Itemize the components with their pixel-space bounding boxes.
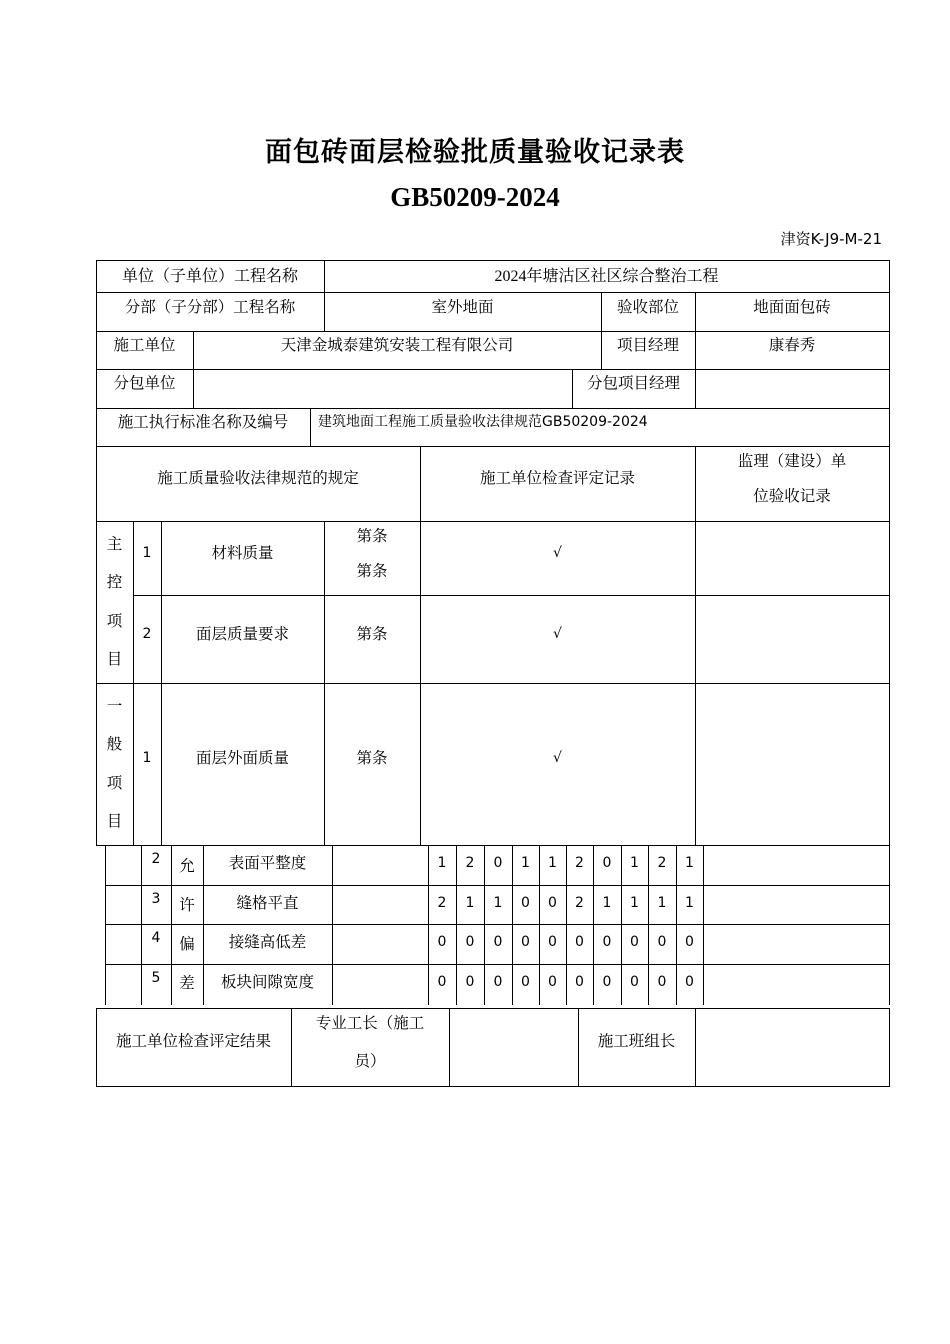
main-control-char: 控 [106,573,123,592]
form-code: 津资K-J9-M-21 [780,230,882,248]
deviation-char: 偏 [179,935,195,954]
general-char: 一 [106,696,123,715]
deviation-measurement: 1 [685,894,694,911]
main-item-result: √ [553,544,562,561]
deviation-measurement: 2 [465,854,475,871]
general-group-label [96,683,133,845]
sub-manager-value [695,369,889,397]
deviation-measurement: 1 [493,894,503,911]
deviation-measurement: 0 [602,933,612,950]
general-item-clause: 第条 [356,748,388,767]
contractor-label: 施工单位 [113,335,176,354]
deviation-measurement: 0 [437,933,447,950]
general-item-no: 1 [142,749,152,766]
deviation-measurement: 0 [493,933,503,950]
deviation-measurement: 1 [437,854,447,871]
deviation-item-name: 表面平整度 [228,853,307,872]
deviation-measurement: 0 [630,933,639,950]
main-control-char: 目 [106,650,123,669]
general-item-result: √ [553,749,562,766]
foreman-label-line1: 专业工长（施工 [315,1013,425,1032]
deviation-measurement: 0 [521,973,530,990]
main-item-clause: 第条 [356,624,388,643]
deviation-measurement: 1 [685,854,694,871]
contractor-record-header: 施工单位检查评定记录 [479,468,635,487]
deviation-char: 许 [179,896,195,915]
main-item-no: 2 [142,625,152,642]
division-value: 室外地面 [431,297,494,316]
general-char: 目 [106,812,123,831]
acceptance-part-value: 地面面包砖 [753,297,831,316]
deviation-measurement: 0 [465,973,475,990]
deviation-char: 差 [179,974,195,993]
general-char: 项 [106,773,123,792]
deviation-measurement: 0 [685,933,694,950]
deviation-measurement: 1 [657,894,667,911]
deviation-measurement: 0 [685,973,694,990]
main-item-name: 面层质量要求 [195,624,289,643]
deviation-measurement: 0 [548,894,557,911]
supervisor-record-header-line1: 监理（建设）单 [737,451,847,470]
subcontractor-value [193,369,572,397]
deviation-measurement: 0 [657,933,667,950]
deviation-measurement: 0 [630,973,639,990]
deviation-measurement: 2 [575,894,584,911]
supervisor-record-header-line2: 位验收记录 [753,486,831,505]
deviation-measurement: 0 [575,933,584,950]
document-title: 面包砖面层检验批质量验收记录表 [265,137,685,168]
deviation-item-no: 4 [151,929,161,946]
standard-label: 施工执行标准名称及编号 [117,412,289,431]
project-name-label: 单位（子单位）工程名称 [121,267,298,285]
foreman-label-line2: 员） [354,1051,386,1070]
spec-column-header: 施工质量验收法律规范的规定 [157,468,359,487]
main-control-char: 项 [106,611,123,630]
deviation-measurement: 0 [521,933,530,950]
main-item-clause: 第条 [356,526,388,545]
deviation-group-label [171,845,203,1005]
main-item-no: 1 [142,544,152,561]
deviation-measurement: 1 [548,854,557,871]
subcontractor-label: 分包单位 [113,373,176,392]
deviation-measurement: 2 [575,854,584,871]
deviation-measurement: 1 [602,894,612,911]
deviation-measurement: 1 [465,894,475,911]
deviation-item-no: 3 [151,890,161,907]
project-name-value: 2024年塘沽区社区综合整治工程 [494,267,719,285]
deviation-measurement: 0 [575,973,584,990]
deviation-item-name: 接缝高低差 [228,932,307,951]
result-label: 施工单位检查评定结果 [115,1032,271,1051]
team-leader-signature-field[interactable] [695,1008,889,1086]
deviation-measurement: 1 [630,854,639,871]
main-control-group-label [96,521,133,683]
manager-value: 康春秀 [768,335,816,354]
deviation-item-name: 缝格平直 [236,893,299,912]
deviation-measurement: 1 [630,894,639,911]
team-leader-label: 施工班组长 [597,1032,676,1051]
deviation-measurement: 0 [548,973,557,990]
deviation-item-no: 5 [151,969,161,986]
deviation-measurement: 0 [602,854,612,871]
deviation-measurement: 0 [493,973,503,990]
deviation-measurement: 1 [521,854,530,871]
main-item-clause: 第条 [356,561,388,580]
manager-label: 项目经理 [616,335,679,354]
general-char: 般 [106,735,123,754]
deviation-measurement: 0 [465,933,475,950]
main-item-result: √ [553,625,562,642]
deviation-measurement: 0 [602,973,612,990]
deviation-measurement: 0 [657,973,667,990]
sub-manager-label: 分包项目经理 [586,373,680,392]
deviation-char: 允 [179,857,195,876]
foreman-signature-field[interactable] [449,1008,578,1086]
deviation-measurement: 0 [521,894,530,911]
general-item-name: 面层外面质量 [195,748,289,767]
main-control-char: 主 [106,534,123,553]
main-item-name: 材料质量 [211,543,274,562]
deviation-measurement: 0 [437,973,447,990]
deviation-measurement: 0 [493,854,503,871]
deviation-item-name: 板块间隙宽度 [220,972,314,991]
standard-value: 建筑地面工程施工质量验收法律规范GB50209-2024 [318,413,648,430]
deviation-item-no: 2 [151,850,161,867]
division-label: 分部（子分部）工程名称 [124,297,296,316]
deviation-measurement: 2 [657,854,667,871]
deviation-measurement: 0 [548,933,557,950]
standard-code: GB50209-2024 [390,182,560,212]
acceptance-part-label: 验收部位 [616,297,679,316]
contractor-value: 天津金城泰建筑安装工程有限公司 [280,335,514,354]
deviation-measurement: 2 [437,894,447,911]
